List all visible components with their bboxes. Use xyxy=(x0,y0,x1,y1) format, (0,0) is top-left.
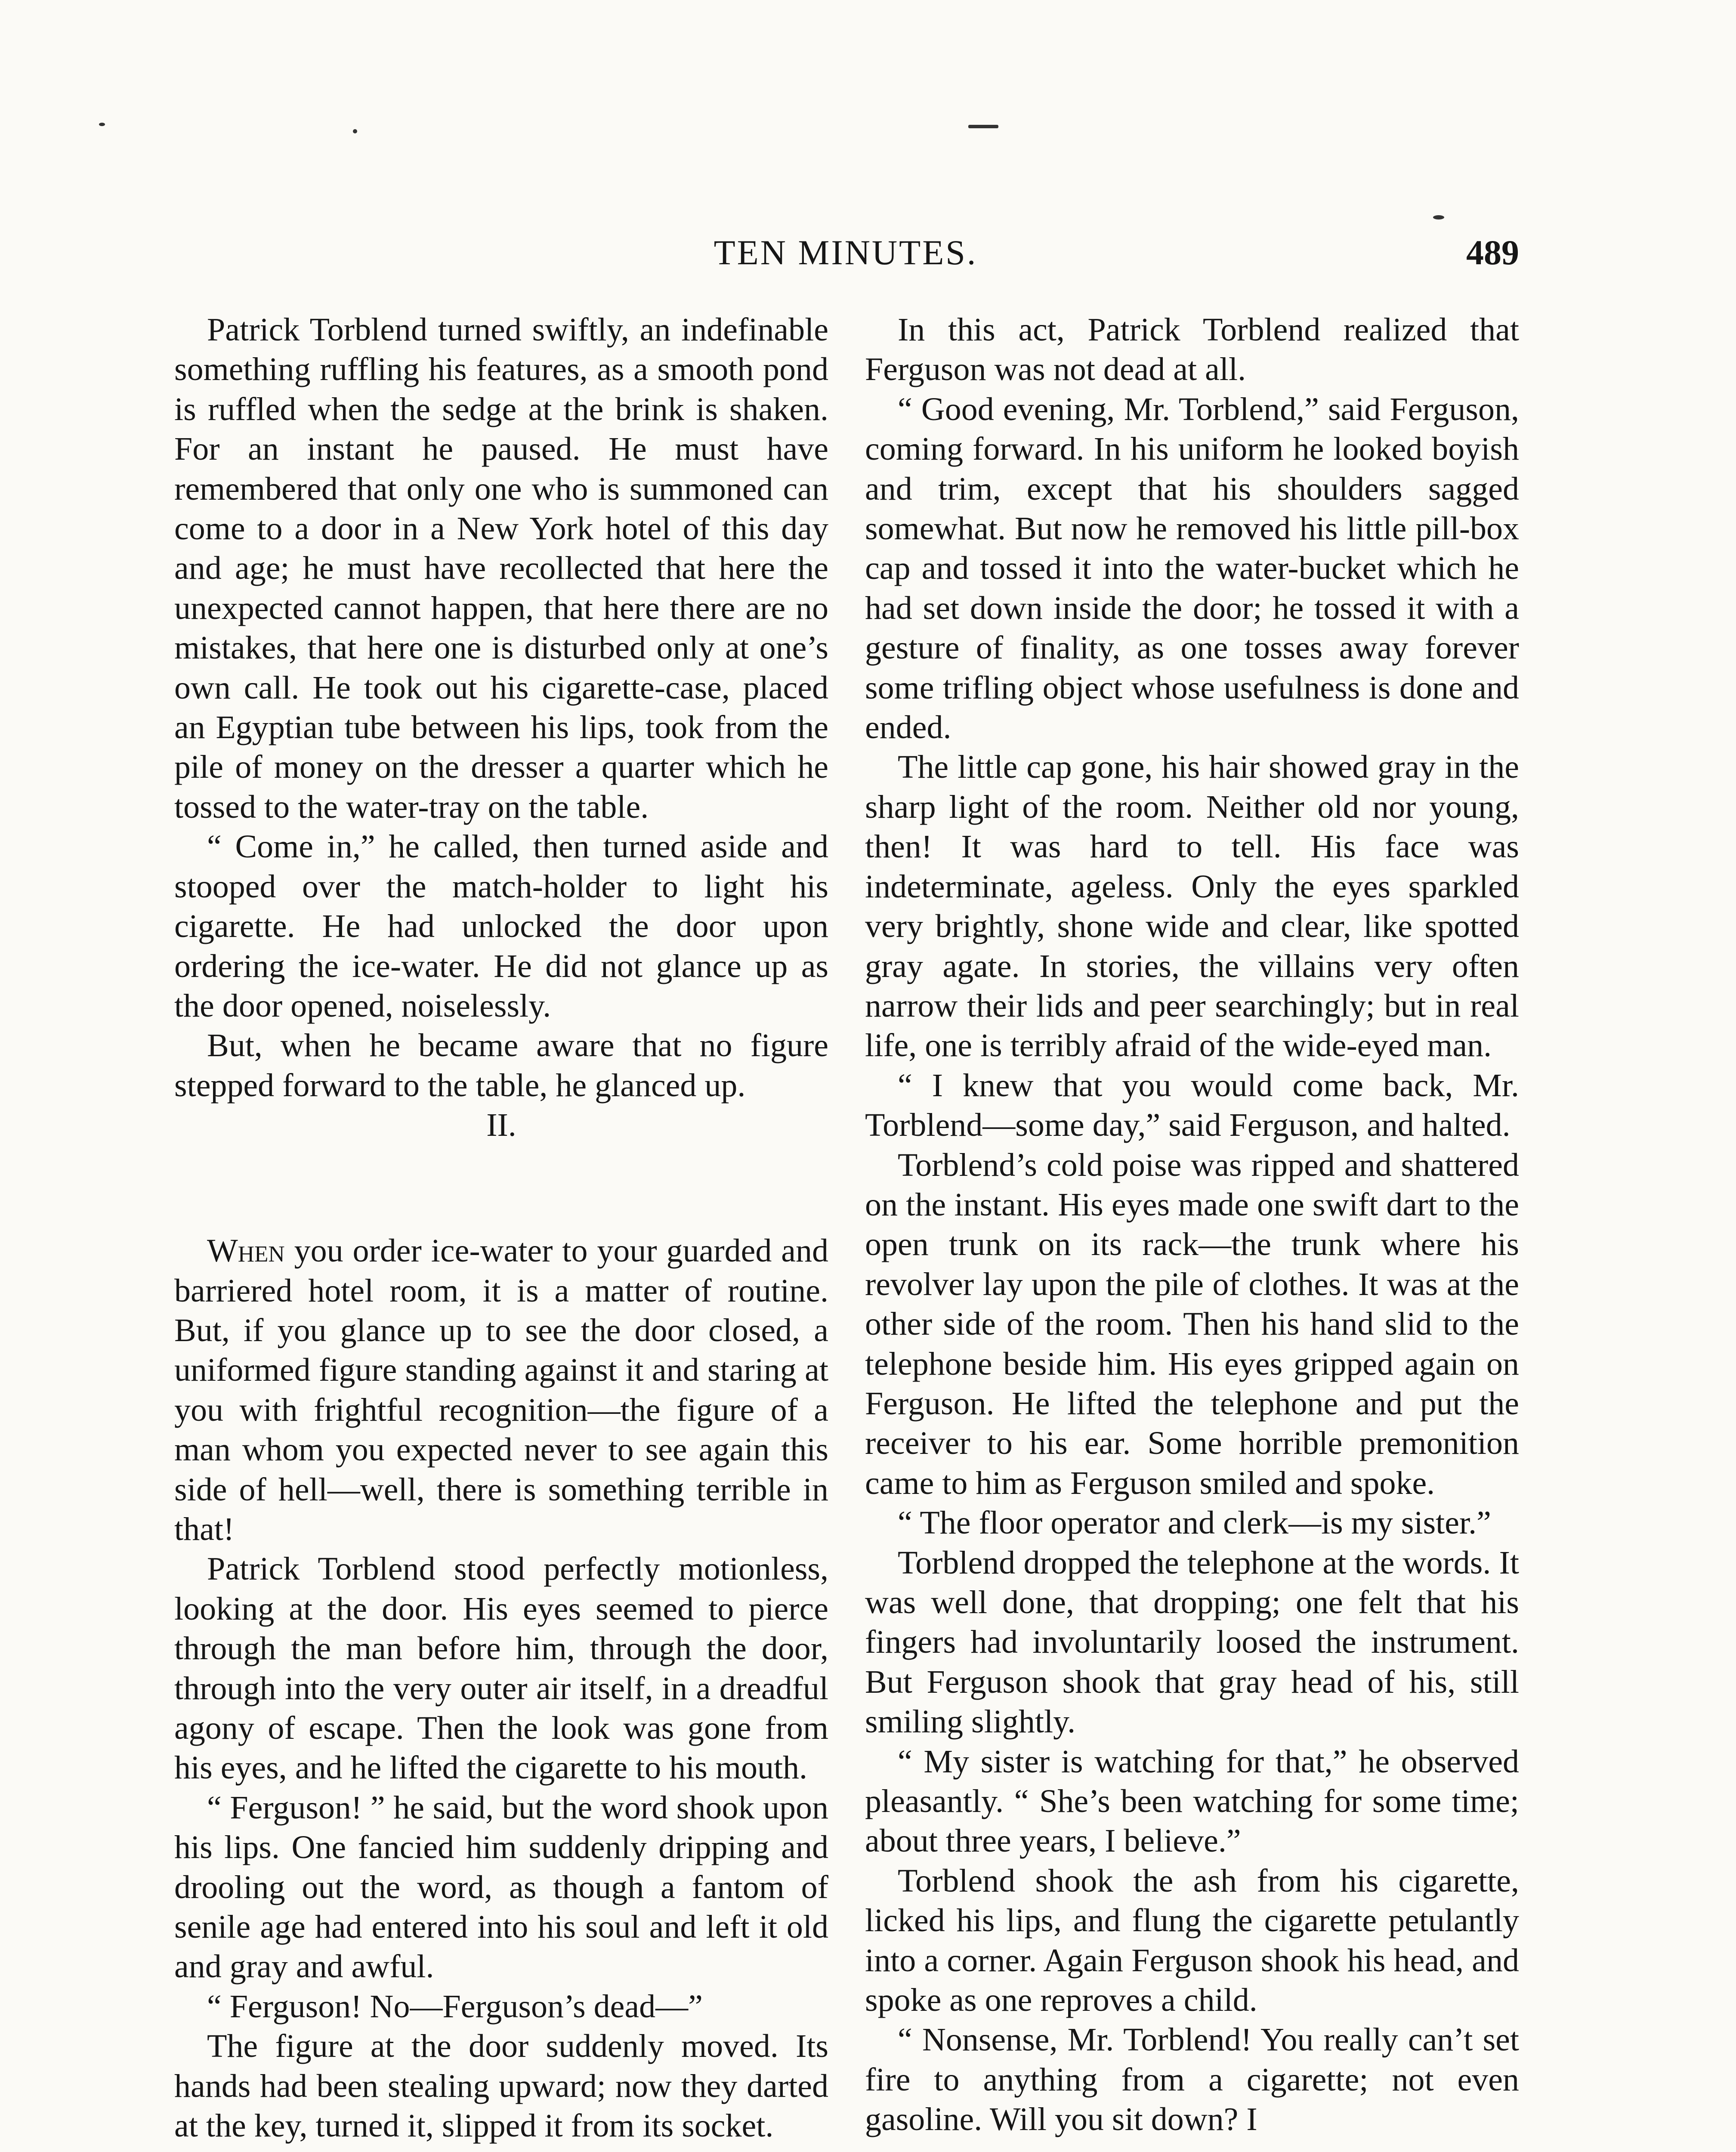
paragraph: “ My sister is watching for that,” he observed pleasantly. “ She’s been watching for some time; about three years, I believe.” xyxy=(865,1743,1519,1859)
print-speck xyxy=(99,123,105,126)
page-header xyxy=(172,232,1519,297)
paragraph: “ The floor operator and clerk—is my sister.” xyxy=(898,1505,1491,1541)
paragraph: Torblend shook the ash from his cigarette, licked his lips, and flung the cigarette petulantly into a corner. Again Ferguson shook his head, and spoke as one reproves a child. xyxy=(865,1862,1519,2019)
paragraph: “ Ferguson! No—Ferguson’s dead—” xyxy=(207,1988,703,2025)
print-speck xyxy=(1433,215,1444,220)
page-number: 489 xyxy=(1466,233,1519,272)
section-opening-paragraph xyxy=(174,1231,828,1549)
paragraph: “ Come in,” he called, then turned aside and stooped over the match-holder to light his cigarette. He had unlocked the door upon ordering the ice-water. He did not glance up as the door opened, noiselessly. xyxy=(174,829,828,1024)
paragraph: In this act, Patrick Torblend realized that Ferguson was not dead at all. xyxy=(865,312,1519,388)
paragraph: Patrick Torblend stood perfectly motionless, looking at the door. His eyes seemed to pierce through the man before him, through the door, through into the very outer air itself, in a dreadful agony of escape. Then the look was gone from his eyes, and he lifted the cigarette to his mouth. xyxy=(174,1551,828,1786)
paragraph: “ Nonsense, Mr. Torblend! You really can’t set fire to anything from a cigarette; not even gasoline. Will you sit down? I xyxy=(865,2022,1519,2138)
paragraph: But, when he became aware that no figure stepped forward to the table, he glanced up. xyxy=(174,1027,828,1104)
paragraph: “ I knew that you would come back, Mr. Torblend—some day,” said Ferguson, and halted. xyxy=(865,1067,1519,1144)
section-first-word: When xyxy=(207,1233,285,1269)
paragraph: Patrick Torblend turned swiftly, an indefinable something ruffling his features, as a smooth pond is ruffled when the sedge at the brink is shaken. For an instant he paused. He must have remembered that only one who is summoned can come to a door in a New York hotel of this day and age; he must have recollected that here the unexpected cannot happen, that here there are no mistakes, that here one is disturbed only at one’s own call. He took out his cigarette-case, placed an Egyptian tube between his lips, took from the pile of money on the dresser a quarter which he tossed to the water-tray on the table. xyxy=(174,312,828,825)
section-opening-text: you order ice-water to your guarded and barriered hotel room, it is a matter of routine. But, if you glance up to see the door closed, a uniformed figure standing against it and staring at you with frightful recognition—the figure of a man whom you expected never to see again this side of hell—well, there is something terrible in that! xyxy=(174,1233,828,1547)
paragraph: “ Ferguson! ” he said, but the word shook upon his lips. One fancied him suddenly dripping and drooling out the word, as though a fantom of senile age had entered into his soul and left it old and gray and awful. xyxy=(174,1789,828,1985)
print-speck xyxy=(353,129,357,133)
running-title: TEN MINUTES. xyxy=(714,233,978,272)
paragraph: The figure at the door suddenly moved. Its hands had been stealing upward; now they darted at the key, turned it, slipped it from its socket. xyxy=(174,2028,828,2144)
section-heading: II. xyxy=(486,1107,516,1144)
left-column xyxy=(174,310,828,2146)
paragraph: Torblend’s cold poise was ripped and shattered on the instant. His eyes made one swift dart to the open trunk on its rack—the trunk where his revolver lay upon the pile of clothes. It was at the other side of the room. Then his hand slid to the telephone beside him. His eyes gripped again on Ferguson. He lifted the telephone and put the receiver to his ear. Some horrible premonition came to him as Ferguson smiled and spoke. xyxy=(865,1147,1519,1501)
paragraph: The little cap gone, his hair showed gray in the sharp light of the room. Neither old nor young, then! It was hard to tell. His face was indeterminate, ageless. Only the eyes sparkled very brightly, shone wide and clear, like spotted gray agate. In stories, the villains very often narrow their lids and peer searchingly; but in real life, one is terribly afraid of the wide-eyed man. xyxy=(865,749,1519,1064)
paragraph: “ Good evening, Mr. Torblend,” said Ferguson, coming forward. In his uniform he looked boyish and trim, except that his shoulders sagged somewhat. But now he removed his little pill-box cap and tossed it into the water-bucket which he had set down inside the door; he tossed it with a gesture of finality, as one tosses away forever some trifling object whose usefulness is done and ended. xyxy=(865,391,1519,746)
right-column xyxy=(865,310,1519,2140)
print-speck xyxy=(968,125,998,128)
paragraph: Torblend dropped the telephone at the words. It was well done, that dropping; one felt that his fingers had involuntarily loosed the instrument. But Ferguson shook that gray head of his, still smiling slightly. xyxy=(865,1544,1519,1740)
